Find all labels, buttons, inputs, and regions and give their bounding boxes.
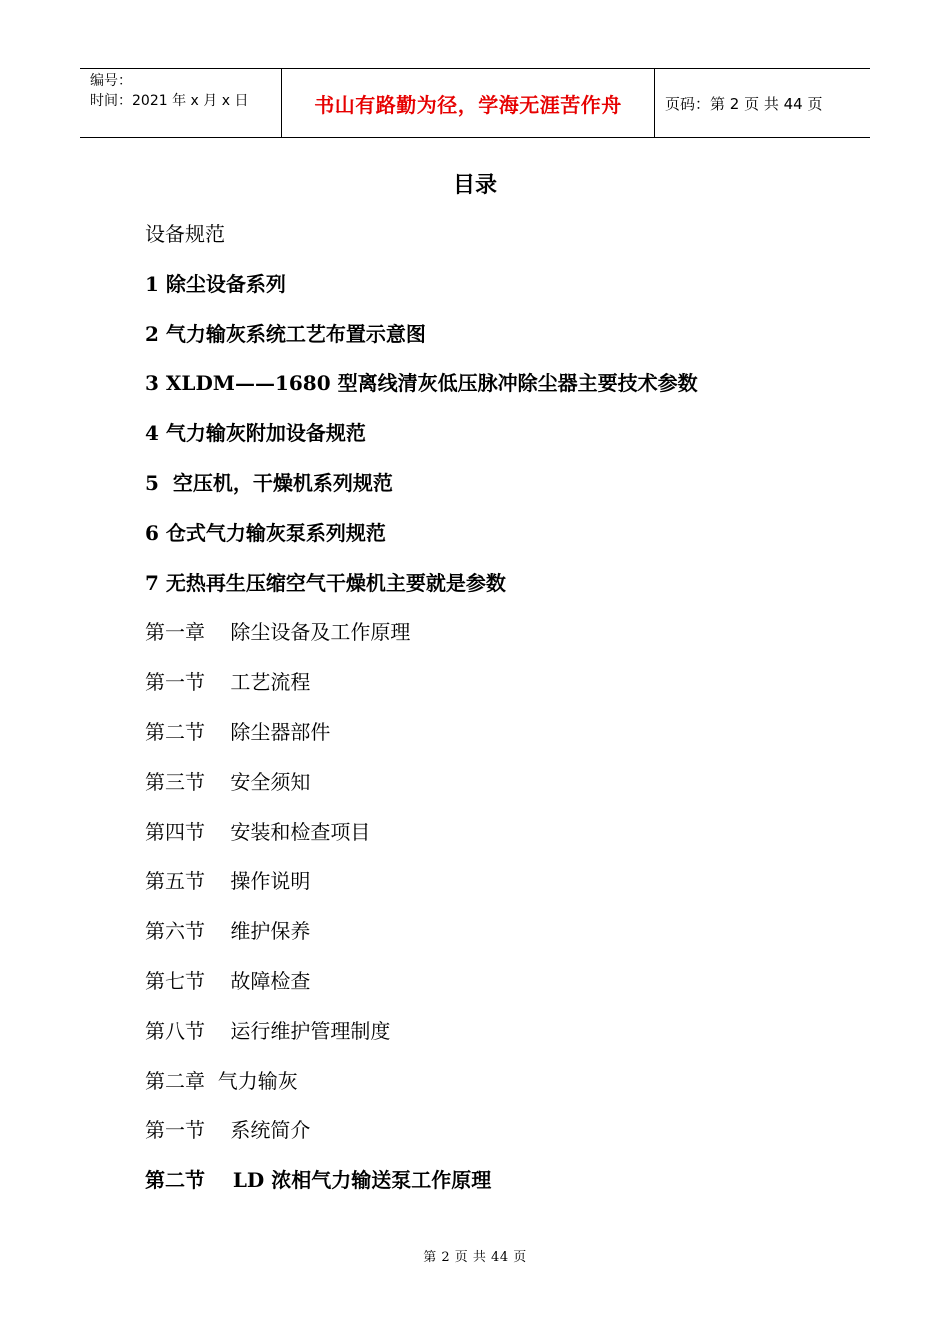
toc-entry: 第五节 操作说明 [145, 869, 311, 894]
toc-entry: 第三节 安全须知 [145, 769, 311, 794]
page-header [80, 68, 870, 138]
header-motto: 书山有路勤为径，学海无涯苦作舟 [314, 92, 622, 117]
toc-entry: 设备规范 [145, 222, 225, 246]
toc-entry: 第二节 除尘器部件 [145, 719, 331, 744]
toc-entry: 第二节 LD 浓相气力输送泵工作原理 [145, 1168, 492, 1193]
toc-entry: 第二章 气力输灰 [145, 1068, 298, 1093]
toc-entry: 5 空压机，干燥机系列规范 [145, 470, 393, 495]
toc-entry: 1 除尘设备系列 [145, 271, 286, 296]
toc-entry: 6 仓式气力输灰泵系列规范 [145, 520, 386, 545]
document-number-label: 编号： [90, 73, 132, 89]
header-page-cell [655, 69, 870, 137]
document-date-label: 时间：2021 年 x 月 x 日 [90, 93, 249, 109]
toc-entry: 第一节 工艺流程 [145, 670, 311, 695]
header-meta-cell [80, 69, 282, 137]
page-footer: 第 2 页 共 44 页 [423, 1250, 527, 1265]
header-motto-cell [282, 69, 655, 137]
toc-entry: 第六节 维护保养 [145, 919, 311, 944]
header-page-info: 页码：第 2 页 共 44 页 [665, 94, 823, 113]
toc-entry: 7 无热再生压缩空气干燥机主要就是参数 [145, 570, 506, 595]
toc-entry: 第四节 安装和检查项目 [145, 819, 371, 844]
toc-entry: 2 气力输灰系统工艺布置示意图 [145, 321, 426, 346]
toc-entry: 第八节 运行维护管理制度 [145, 1018, 391, 1043]
toc-entry: 第一节 系统简介 [145, 1118, 311, 1143]
toc-entry: 第一章 除尘设备及工作原理 [145, 620, 411, 645]
toc-entry: 第七节 故障检查 [145, 968, 311, 993]
toc-entry: 4 气力输灰附加设备规范 [145, 421, 366, 446]
toc-list [145, 218, 698, 1214]
toc-entry: 3 XLDM——1680 型离线清灰低压脉冲除尘器主要技术参数 [145, 371, 698, 396]
toc-title: 目录 [452, 173, 497, 198]
